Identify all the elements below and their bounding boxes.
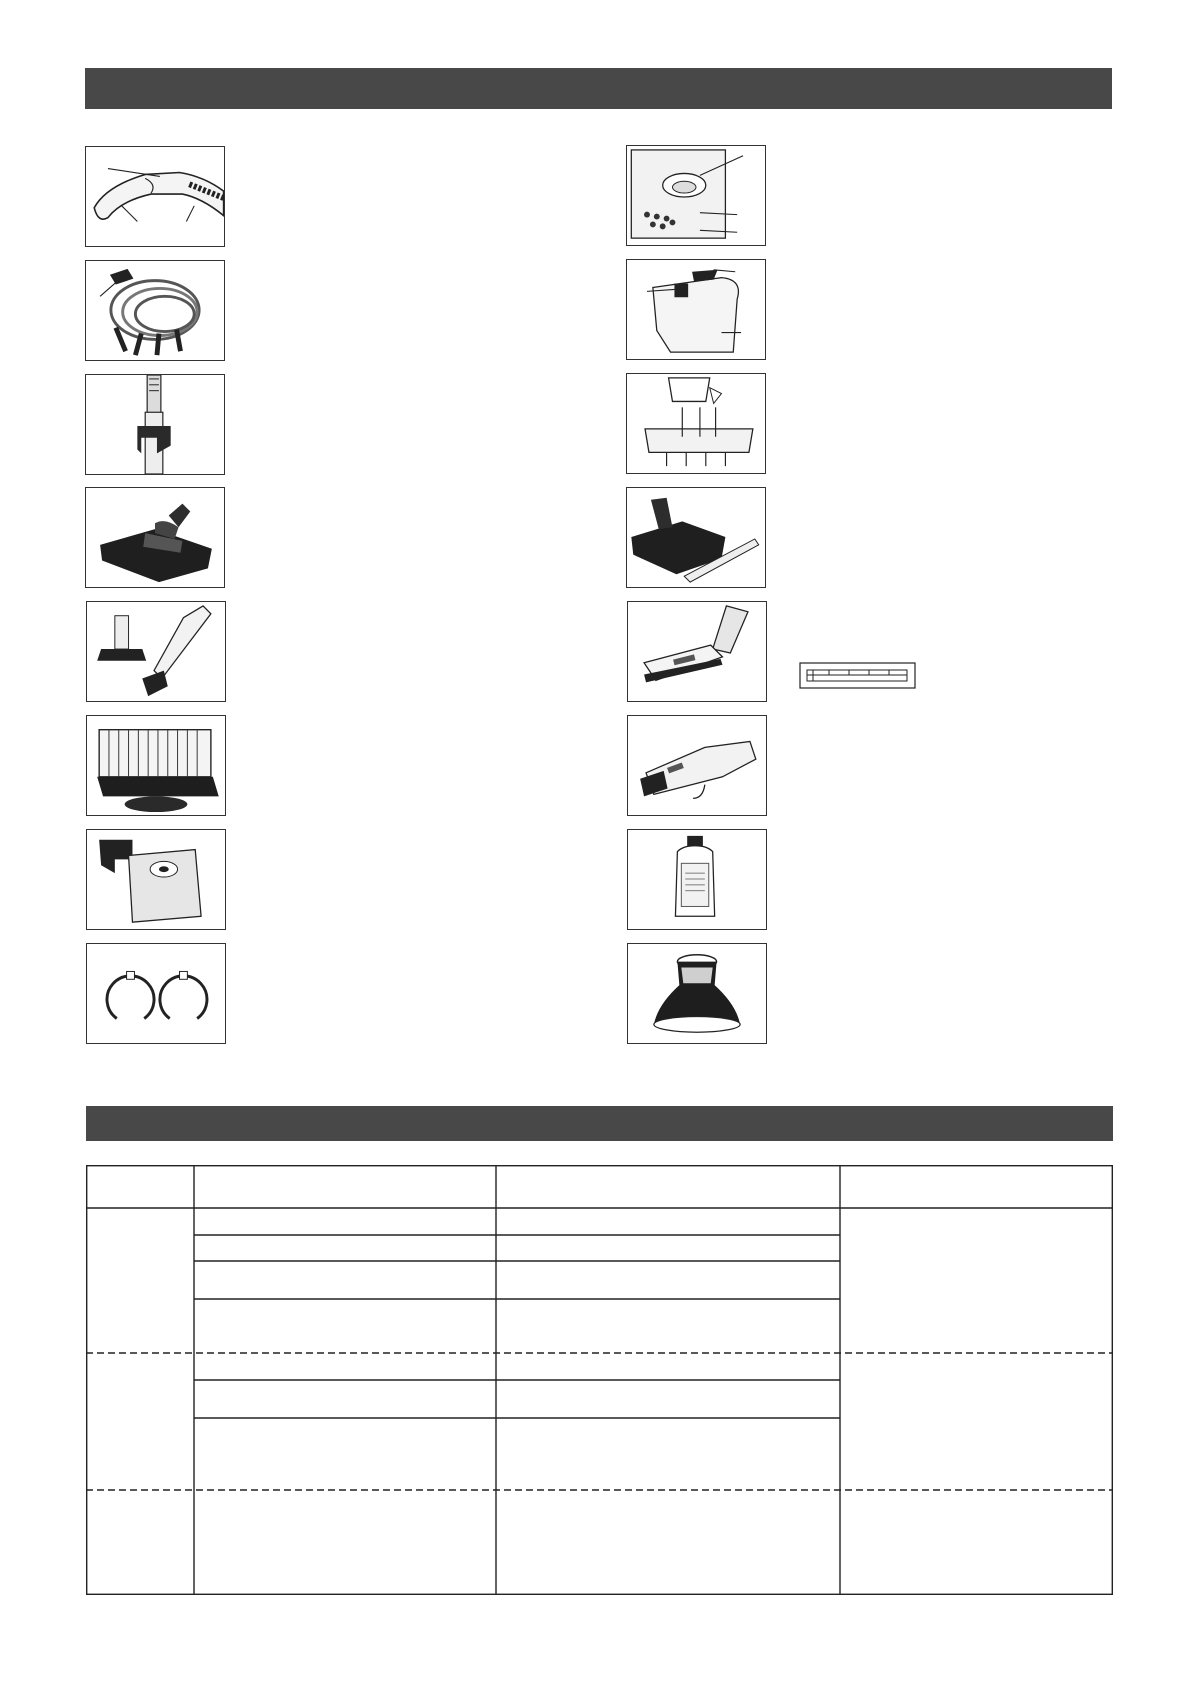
- accessory-water-tank: [626, 259, 766, 360]
- accessory-floor-nozzle-with-pad: [626, 487, 766, 588]
- detergent-bottle-icon: [628, 830, 766, 929]
- tank-tray-icon: [627, 374, 765, 473]
- accessory-filter-bag: [86, 829, 226, 930]
- accessory-small-nozzles: [86, 601, 226, 702]
- accessory-floor-nozzle: [85, 487, 225, 588]
- troubleshooting-table: [86, 1165, 1113, 1595]
- accessory-hose-with-connectors: [85, 260, 225, 361]
- tube-clip-icon: [86, 375, 224, 474]
- accessory-tank-in-tray: [626, 373, 766, 474]
- floor-nozzle-icon: [86, 488, 224, 587]
- accessory-detergent-bottle: [627, 829, 767, 930]
- accessory-upholstery-nozzle: [627, 715, 767, 816]
- spray-nozzle-icon: [628, 602, 766, 701]
- accessory-hepa-filter: [86, 715, 226, 816]
- filter-cover-icon: [627, 146, 765, 245]
- section-header-bar-troubleshooting: [86, 1106, 1113, 1141]
- floor-nozzle-pad-icon: [627, 488, 765, 587]
- accessory-tube-with-clip: [85, 374, 225, 475]
- hepa-filter-icon: [87, 716, 225, 815]
- accessory-clips: [86, 943, 226, 1044]
- accessory-adapter: [627, 943, 767, 1044]
- section-header-bar-accessories: [85, 68, 1112, 109]
- small-nozzles-icon: [87, 602, 225, 701]
- upholstery-nozzle-icon: [628, 716, 766, 815]
- hose-icon: [86, 261, 224, 360]
- adapter-icon: [628, 944, 766, 1043]
- accessory-spray-extraction-nozzle: [627, 601, 767, 702]
- water-tank-icon: [627, 260, 765, 359]
- squeegee-pad-illustration: [799, 662, 916, 689]
- handle-icon: [86, 147, 224, 246]
- clips-icon: [87, 944, 225, 1043]
- accessory-filter-cover-assembly: [626, 145, 766, 246]
- accessory-handle-with-trigger: [85, 146, 225, 247]
- filter-bag-icon: [87, 830, 225, 929]
